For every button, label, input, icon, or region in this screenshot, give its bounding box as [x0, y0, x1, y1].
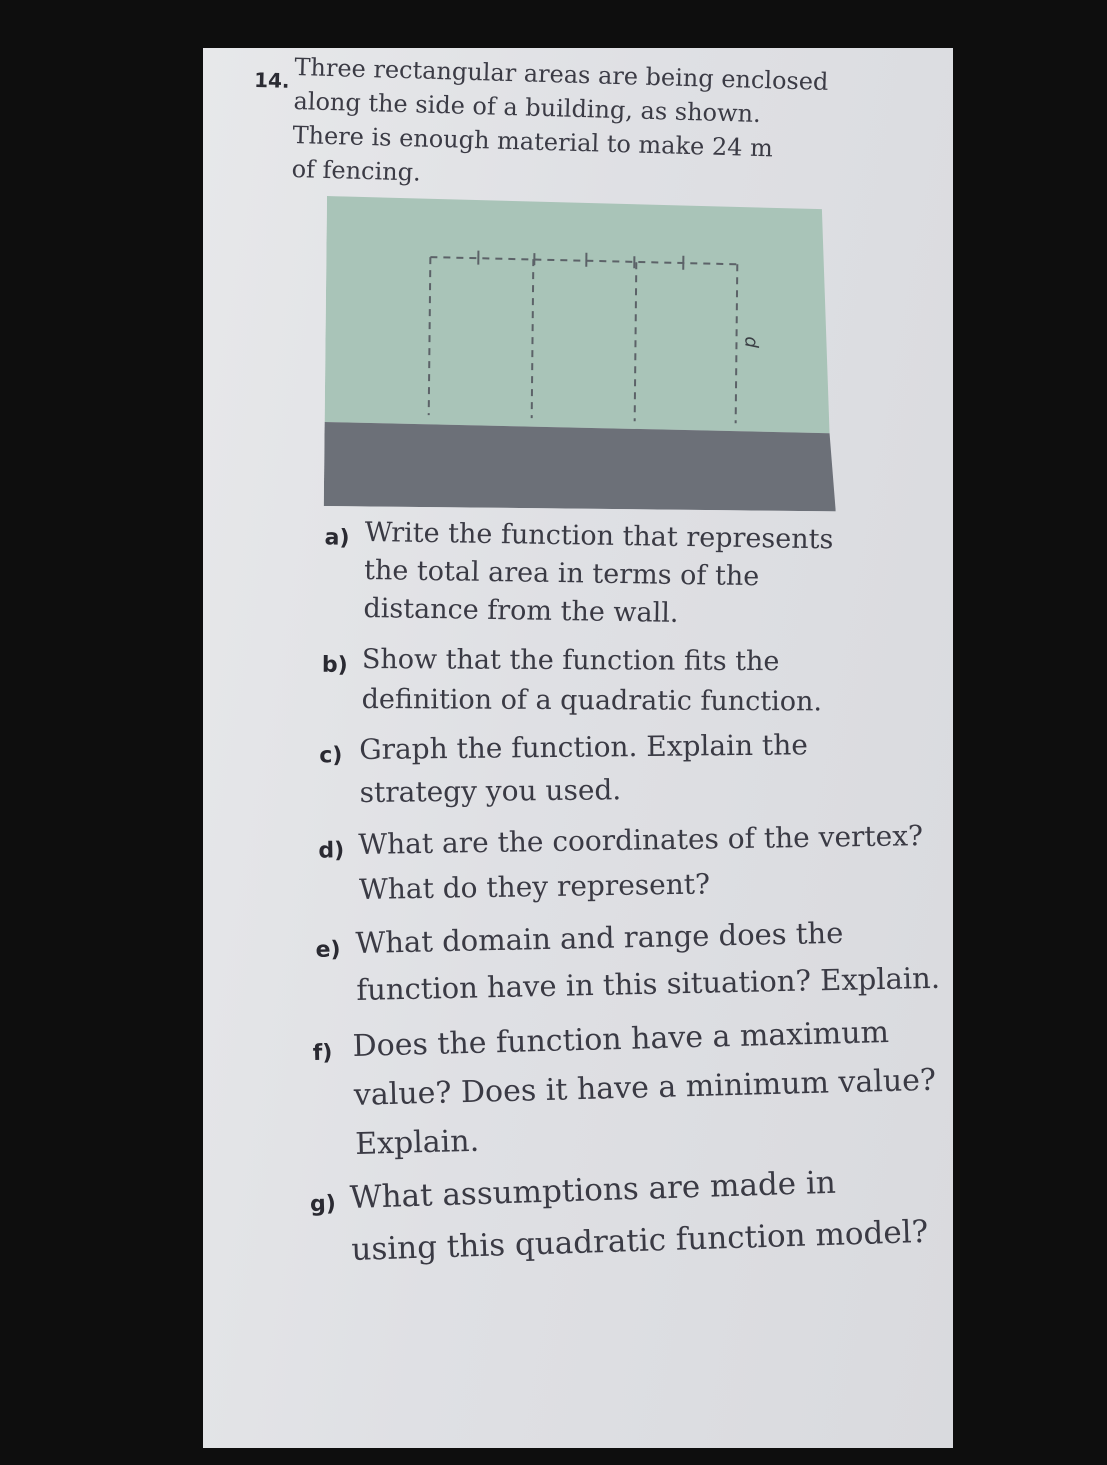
problem-line-2: along the side of a building, as shown. [293, 86, 762, 129]
problem-line-1: Three rectangular areas are being enclosed [294, 52, 829, 96]
question-e [315, 908, 941, 1014]
question-e-label: e) [315, 937, 341, 963]
problem-line-3: There is enough material to make 24 m [292, 120, 774, 163]
question-b-text: Show that the function fits the definition of a quadratic function. [361, 643, 823, 718]
question-g-label: g) [309, 1191, 337, 1218]
question-f-text: Does the function have a maximum value? Does it have a minimum value? Explain. [352, 1014, 937, 1162]
problem-line-4: of fencing. [291, 154, 422, 187]
dimension-label-d: d [740, 336, 762, 348]
question-f [312, 1007, 937, 1169]
question-list [203, 48, 953, 1448]
question-d [318, 813, 939, 912]
question-b-label: b) [321, 652, 348, 678]
question-c-text: Graph the function. Explain the strategy you used. [359, 728, 808, 809]
textbook-page [203, 48, 953, 1448]
question-a [324, 514, 945, 637]
question-f-label: f) [312, 1040, 333, 1067]
question-d-label: d) [318, 838, 345, 864]
question-b [321, 640, 942, 723]
question-c [319, 722, 940, 814]
question-g-text: What assumptions are made in using this quadratic function model? [349, 1164, 929, 1268]
question-c-label: c) [319, 743, 343, 769]
problem-number: 14. [253, 67, 290, 93]
question-e-text: What domain and range does the function have in this situation? Explain. [355, 915, 941, 1007]
question-a-label: a) [324, 525, 350, 551]
question-g [309, 1154, 932, 1276]
question-d-text: What are the coordinates of the vertex? What do they represent? [358, 819, 924, 906]
question-a-text: Write the function that represents the total area in terms of the distance from the wall. [363, 516, 834, 629]
